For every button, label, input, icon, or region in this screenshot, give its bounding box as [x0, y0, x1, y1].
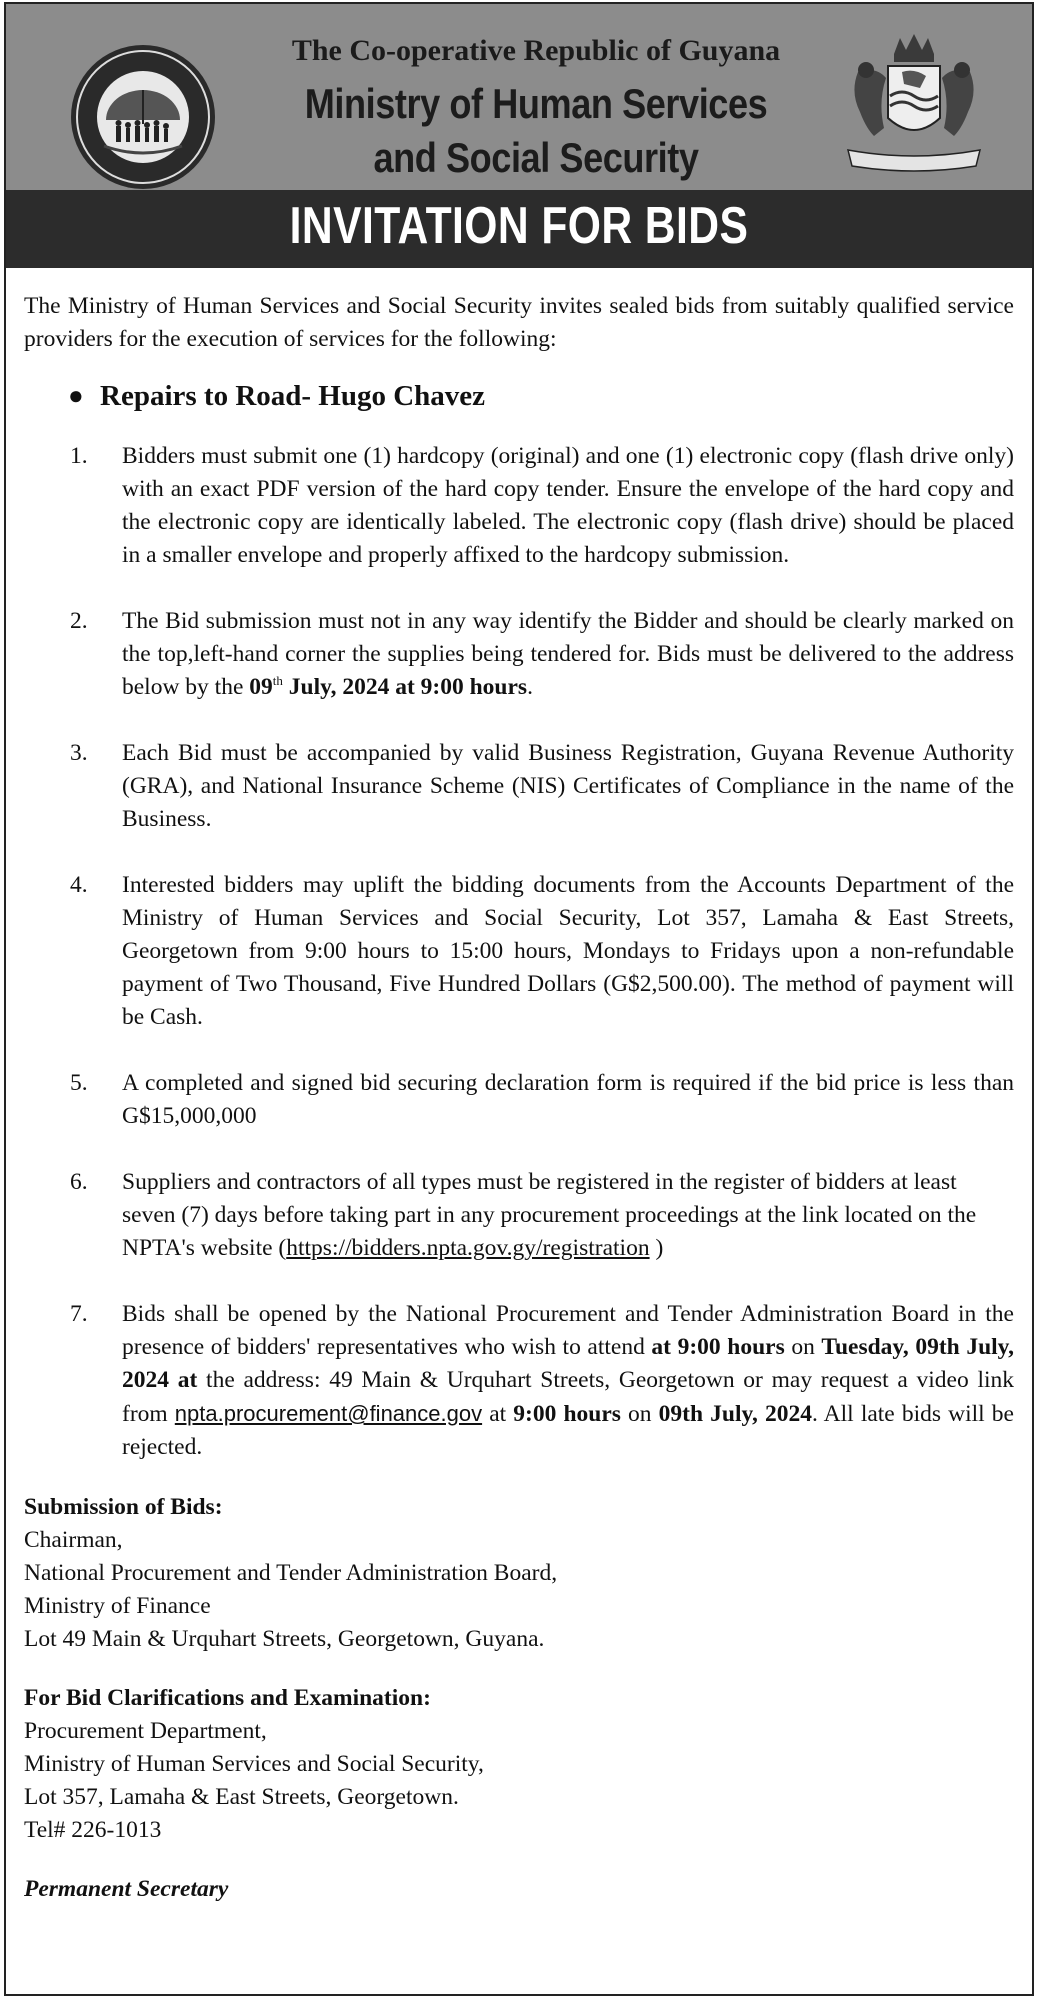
list-item	[24, 440, 1014, 572]
item-text-part: the address: 49 Main & Urquhart Streets, Georgetown or may request a video link from	[122, 1367, 1015, 1427]
submission-line: Ministry of Finance	[24, 1593, 211, 1619]
registration-link[interactable]: https://bidders.npta.gov.gy/registration	[286, 1235, 650, 1261]
item-text-part: Suppliers and contractors of all types must be registered in the register of bidders at least seven (7) days before taking part in any procurement proceedings at the link located on the NPTA's website (	[122, 1169, 977, 1261]
deadline-day: 09	[249, 674, 273, 700]
item-text-part: . All late bids will be rejected.	[122, 1401, 1014, 1460]
list-item	[24, 737, 1014, 836]
list-item	[24, 1166, 1014, 1265]
item-text-part: The Bid submission must not in any way identify the Bidder and should be clearly marked on the top,left-hand corner the supplies being tendered for. Bids must be delivered to the address below by the	[122, 608, 1014, 700]
list-item	[24, 605, 1014, 704]
item-number: 6.	[70, 1169, 88, 1195]
item-text	[122, 1298, 1014, 1464]
item-number: 3.	[70, 740, 88, 766]
clarification-section	[24, 1682, 1014, 1847]
submission-line: National Procurement and Tender Administration Board,	[24, 1560, 558, 1586]
item-number: 2.	[70, 608, 88, 634]
item-number: 7.	[70, 1301, 88, 1327]
clarification-line: Tel# 226-1013	[24, 1817, 162, 1843]
item-text-part: on	[620, 1401, 659, 1427]
clarification-line: Ministry of Human Services and Social Security,	[24, 1751, 484, 1777]
country-name: The Co-operative Republic of Guyana	[291, 34, 781, 67]
coat-of-arms-logo	[844, 32, 984, 182]
item-text: Interested bidders may uplift the bidding documents from the Accounts Department of the Ministry of Human Services and Social Security, Lot 357, Lamaha & East Streets, Georgetown from 9:00 hours to 15:00 hours, Mondays to Fridays upon a non-refundable payment of Two Thousand, Five Hundred Dollars (G$2,500.00). The method of payment will be Cash.	[122, 872, 1014, 1030]
video-link-date: 09th July, 2024	[658, 1401, 812, 1427]
item-text	[122, 605, 1014, 704]
item-text-part: on	[784, 1334, 822, 1360]
ministry-name-line1: Ministry of Human Services	[304, 80, 768, 127]
submission-title: Submission of Bids:	[24, 1494, 223, 1520]
clarification-line: Procurement Department,	[24, 1718, 267, 1744]
ministry-name-line2: and Social Security	[373, 134, 699, 181]
item-text	[122, 1166, 1014, 1265]
video-link-time: 9:00 hours	[513, 1401, 621, 1427]
submission-section	[24, 1491, 1014, 1656]
opening-time: at 9:00 hours	[651, 1334, 785, 1360]
email-link[interactable]: npta.procurement@finance.gov	[174, 1401, 483, 1426]
submission-line: Lot 49 Main & Urquhart Streets, Georgetown, Guyana.	[24, 1626, 545, 1652]
item-text: A completed and signed bid securing declaration form is required if the bid price is less than G$15,000,000	[122, 1070, 1014, 1129]
item-text-part: at	[482, 1401, 514, 1427]
item-text-part: Bids shall be opened by the National Procurement and Tender Administration Board in the presence of bidders' representatives who wish to attend	[122, 1301, 1014, 1360]
bullet-icon: ●	[68, 381, 84, 410]
item-text: Each Bid must be accompanied by valid Business Registration, Guyana Revenue Authority (GRA), and National Insurance Scheme (NIS) Certificates of Compliance in the name of the Business.	[122, 740, 1014, 832]
banner-title: INVITATION FOR BIDS	[289, 197, 749, 255]
item-text-part: .	[527, 674, 533, 700]
ministry-seal-logo	[68, 42, 218, 192]
list-item	[24, 869, 1014, 1034]
requirements-list	[24, 440, 1014, 1464]
intro-paragraph: The Ministry of Human Services and Social Security invites sealed bids from suitably qualified service providers for the execution of services for the following:	[24, 293, 1014, 352]
title-banner	[6, 190, 1032, 268]
header	[6, 4, 1032, 190]
clarification-title: For Bid Clarifications and Examination:	[24, 1685, 431, 1711]
list-item	[24, 1067, 1014, 1133]
deadline-date: July, 2024 at 9:00 hours	[282, 674, 528, 700]
item-number: 1.	[70, 443, 88, 469]
item-text: Bidders must submit one (1) hardcopy (original) and one (1) electronic copy (flash drive only) with an exact PDF version of the hard copy tender. Ensure the envelope of the hard copy and the electronic copy are identically labeled. The electronic copy (flash drive) should be placed in a smaller envelope and properly affixed to the hardcopy submission.	[122, 443, 1014, 568]
project-title: Repairs to Road- Hugo Chavez	[100, 380, 486, 412]
list-item	[24, 1298, 1014, 1464]
item-number: 5.	[70, 1070, 88, 1096]
deadline-day-suffix: th	[272, 673, 283, 689]
clarification-line: Lot 357, Lamaha & East Streets, Georgetown.	[24, 1784, 459, 1810]
item-number: 4.	[70, 872, 88, 898]
opening-date: Tuesday, 09th July, 2024 at	[122, 1334, 1014, 1393]
bid-content	[24, 290, 1014, 1930]
signature: Permanent Secretary	[24, 1876, 229, 1902]
project-bullet	[24, 376, 1014, 416]
item-text-part: )	[649, 1235, 664, 1261]
submission-line: Chairman,	[24, 1527, 123, 1553]
